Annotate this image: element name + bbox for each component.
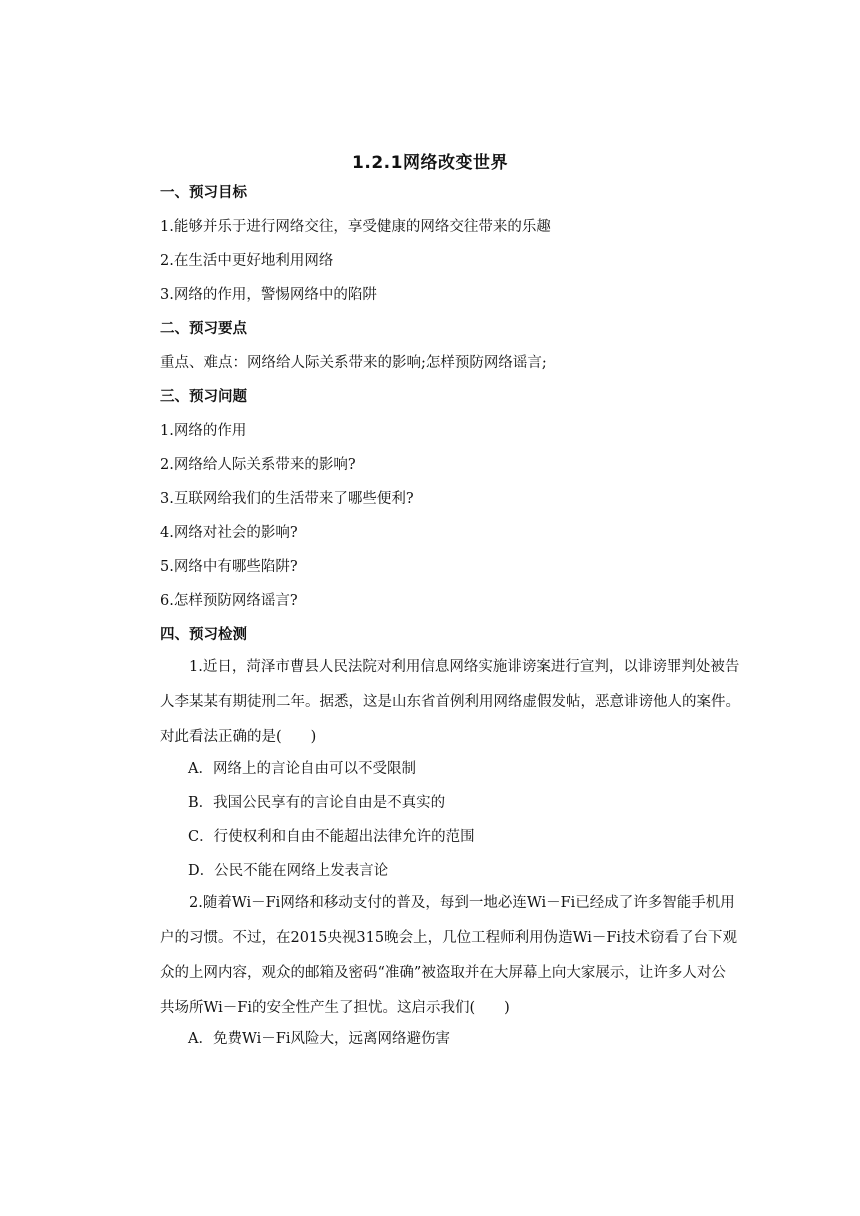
- option-d: D．公民不能在网络上发表言论: [188, 863, 389, 879]
- section-heading-points: 二、预习要点: [160, 321, 247, 337]
- question-item: 1.网络的作用: [160, 423, 247, 439]
- question-item: 5.网络中有哪些陷阱?: [160, 559, 298, 575]
- test-question-1: 1.近日，菏泽市曹县人民法院对利用信息网络实施诽谤案进行宣判，以诽谤罪判处被告人李某某有期徒刑二年。据悉，这是山东省首例利用网络虚假发帖，恶意诽谤他人的案件。对此看法正确的是( ): [160, 659, 740, 745]
- section-heading-test: 四、预习检测: [160, 627, 247, 643]
- goal-item: 1.能够并乐于进行网络交往，享受健康的网络交往带来的乐趣: [160, 219, 551, 235]
- test-question-2: 2.随着Wi－Fi网络和移动支付的普及，每到一地必连Wi－Fi已经成了许多智能手机用户的习惯。不过，在2015央视315晚会上，几位工程师利用伪造Wi－Fi技术窃看了台下观众的上网内容，观众的邮箱及密码“准确”被盗取并在大屏幕上向大家展示，让许多人对公共场所Wi－Fi的安全性产生了担忧。这启示我们( ): [160, 895, 738, 1016]
- goal-item: 3.网络的作用，警惕网络中的陷阱: [160, 287, 377, 303]
- question-item: 4.网络对社会的影响?: [160, 525, 298, 541]
- section-heading-goals: 一、预习目标: [160, 185, 247, 201]
- option-a: A．网络上的言论自由可以不受限制: [188, 761, 416, 777]
- option-c: C．行使权利和自由不能超出法律允许的范围: [188, 829, 475, 845]
- question-item: 3.互联网给我们的生活带来了哪些便利?: [160, 491, 414, 507]
- option-b: B．我国公民享有的言论自由是不真实的: [188, 795, 446, 811]
- page-title: 1.2.1网络改变世界: [352, 153, 508, 173]
- question-item: 2.网络给人际关系带来的影响?: [160, 457, 356, 473]
- key-points-text: 重点、难点：网络给人际关系带来的影响;怎样预防网络谣言;: [160, 355, 547, 371]
- section-heading-questions: 三、预习问题: [160, 389, 247, 405]
- goal-item: 2.在生活中更好地利用网络: [160, 253, 334, 269]
- option-a: A．免费Wi－Fi风险大，远离网络避伤害: [188, 1031, 450, 1047]
- question-item: 6.怎样预防网络谣言?: [160, 593, 298, 609]
